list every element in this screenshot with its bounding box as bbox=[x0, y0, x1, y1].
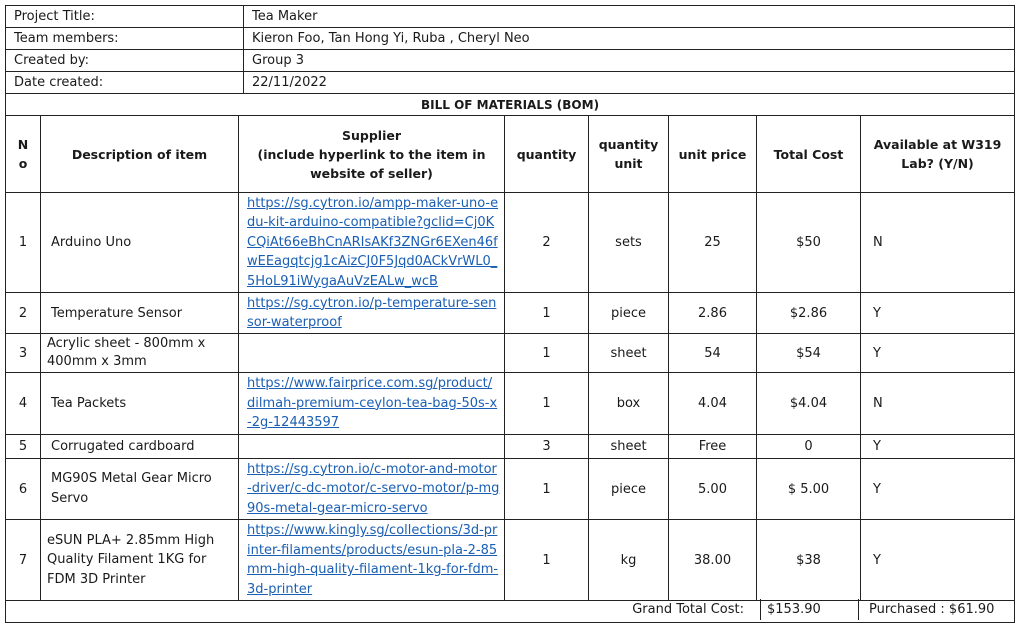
bom-table bbox=[5, 94, 1015, 623]
item-unit-price: 38.00 bbox=[669, 520, 757, 601]
header-total-cost: Total Cost bbox=[757, 116, 861, 193]
item-quantity-unit: kg bbox=[589, 520, 669, 601]
item-available: Y bbox=[861, 520, 1015, 601]
item-unit-price: Free bbox=[669, 435, 757, 459]
item-quantity: 3 bbox=[505, 435, 589, 459]
item-quantity: 1 bbox=[505, 293, 589, 334]
grand-total-label: Grand Total Cost: bbox=[632, 602, 744, 617]
team-members-label: Team members: bbox=[6, 28, 244, 50]
item-total-cost: $50 bbox=[757, 193, 861, 293]
created-by-value[interactable]: Group 3 bbox=[244, 50, 1015, 72]
table-row bbox=[6, 193, 1015, 293]
grand-total-value: $153.90 bbox=[760, 599, 863, 620]
header-quantity-unit: quantity unit bbox=[589, 116, 669, 193]
grand-total-overlay bbox=[5, 599, 1014, 620]
item-supplier-link[interactable]: https://www.kingly.sg/collections/3d-printer-filaments/products/esun-pla-2-85mm-high-quality-filament-1kg-for-fdm-3d-printer bbox=[239, 520, 505, 601]
table-row bbox=[6, 520, 1015, 601]
item-quantity: 1 bbox=[505, 373, 589, 435]
item-description: Acrylic sheet - 800mm x 400mm x 3mm bbox=[41, 334, 239, 373]
item-available: N bbox=[861, 373, 1015, 435]
bom-header-row bbox=[6, 116, 1015, 193]
item-no: 6 bbox=[6, 459, 41, 520]
item-no: 1 bbox=[6, 193, 41, 293]
item-quantity-unit: sets bbox=[589, 193, 669, 293]
team-members-value[interactable]: Kieron Foo, Tan Hong Yi, Ruba , Cheryl Neo bbox=[244, 28, 1015, 50]
meta-row-created-by bbox=[6, 50, 1015, 72]
item-available: N bbox=[861, 193, 1015, 293]
date-created-value[interactable]: 22/11/2022 bbox=[244, 72, 1015, 94]
header-unit-price: unit price bbox=[669, 116, 757, 193]
item-total-cost: $4.04 bbox=[757, 373, 861, 435]
item-unit-price: 54 bbox=[669, 334, 757, 373]
item-supplier-link[interactable]: https://sg.cytron.io/c-motor-and-motor-driver/c-dc-motor/c-servo-motor/p-mg90s-metal-gear-micro-servo bbox=[239, 459, 505, 520]
header-no: N o bbox=[6, 116, 41, 193]
item-unit-price: 4.04 bbox=[669, 373, 757, 435]
bom-title: BILL OF MATERIALS (BOM) bbox=[6, 94, 1015, 116]
item-quantity-unit: piece bbox=[589, 459, 669, 520]
header-quantity: quantity bbox=[505, 116, 589, 193]
item-description: Tea Packets bbox=[41, 373, 239, 435]
item-quantity: 1 bbox=[505, 334, 589, 373]
item-unit-price: 5.00 bbox=[669, 459, 757, 520]
table-row bbox=[6, 435, 1015, 459]
project-title-value[interactable]: Tea Maker bbox=[244, 6, 1015, 28]
item-available: Y bbox=[861, 293, 1015, 334]
bom-title-row bbox=[6, 94, 1015, 116]
item-supplier-link[interactable]: https://sg.cytron.io/p-temperature-sensor-waterproof bbox=[239, 293, 505, 334]
purchased-total: Purchased : $61.90 bbox=[858, 599, 1019, 620]
item-total-cost: 0 bbox=[757, 435, 861, 459]
meta-row-project-title bbox=[6, 6, 1015, 28]
table-row bbox=[6, 459, 1015, 520]
table-row bbox=[6, 293, 1015, 334]
item-total-cost: $2.86 bbox=[757, 293, 861, 334]
item-description: eSUN PLA+ 2.85mm High Quality Filament 1KG for FDM 3D Printer bbox=[41, 520, 239, 601]
item-quantity-unit: sheet bbox=[589, 334, 669, 373]
item-description: Temperature Sensor bbox=[41, 293, 239, 334]
date-created-label: Date created: bbox=[6, 72, 244, 94]
item-quantity: 1 bbox=[505, 459, 589, 520]
item-quantity-unit: box bbox=[589, 373, 669, 435]
header-available: Available at W319 Lab? (Y/N) bbox=[861, 116, 1015, 193]
item-description: Corrugated cardboard bbox=[41, 435, 239, 459]
table-row bbox=[6, 334, 1015, 373]
item-total-cost: $38 bbox=[757, 520, 861, 601]
item-supplier-link[interactable]: https://www.fairprice.com.sg/product/dilmah-premium-ceylon-tea-bag-50s-x-2g-12443597 bbox=[239, 373, 505, 435]
item-no: 5 bbox=[6, 435, 41, 459]
project-title-label: Project Title: bbox=[6, 6, 244, 28]
header-supplier: Supplier (include hyperlink to the item in website of seller) bbox=[239, 116, 505, 193]
item-available: Y bbox=[861, 334, 1015, 373]
item-total-cost: $ 5.00 bbox=[757, 459, 861, 520]
item-no: 2 bbox=[6, 293, 41, 334]
item-quantity: 2 bbox=[505, 193, 589, 293]
created-by-label: Created by: bbox=[6, 50, 244, 72]
item-quantity-unit: sheet bbox=[589, 435, 669, 459]
header-description: Description of item bbox=[41, 116, 239, 193]
item-no: 3 bbox=[6, 334, 41, 373]
item-quantity: 1 bbox=[505, 520, 589, 601]
item-supplier-link[interactable]: https://sg.cytron.io/ampp-maker-uno-edu-kit-arduino-compatible?gclid=Cj0KCQiAt66eBhCnARIsAKf3ZNGr6EXen46fwEEagqtcjg1cAizCJ0F5Jqd0ACkVrWL0_5HoL91iWygaAuVzEALw_wcB bbox=[239, 193, 505, 293]
item-unit-price: 2.86 bbox=[669, 293, 757, 334]
item-quantity-unit: piece bbox=[589, 293, 669, 334]
table-row bbox=[6, 373, 1015, 435]
meta-row-team-members bbox=[6, 28, 1015, 50]
item-available: Y bbox=[861, 459, 1015, 520]
item-no: 4 bbox=[6, 373, 41, 435]
item-total-cost: $54 bbox=[757, 334, 861, 373]
item-description: MG90S Metal Gear Micro Servo bbox=[41, 459, 239, 520]
item-available: Y bbox=[861, 435, 1015, 459]
item-description: Arduino Uno bbox=[41, 193, 239, 293]
bom-sheet bbox=[5, 5, 1014, 623]
item-supplier-link[interactable] bbox=[239, 435, 505, 459]
item-unit-price: 25 bbox=[669, 193, 757, 293]
item-supplier-link[interactable] bbox=[239, 334, 505, 373]
item-no: 7 bbox=[6, 520, 41, 601]
meta-row-date-created bbox=[6, 72, 1015, 94]
project-meta-table bbox=[5, 5, 1015, 94]
